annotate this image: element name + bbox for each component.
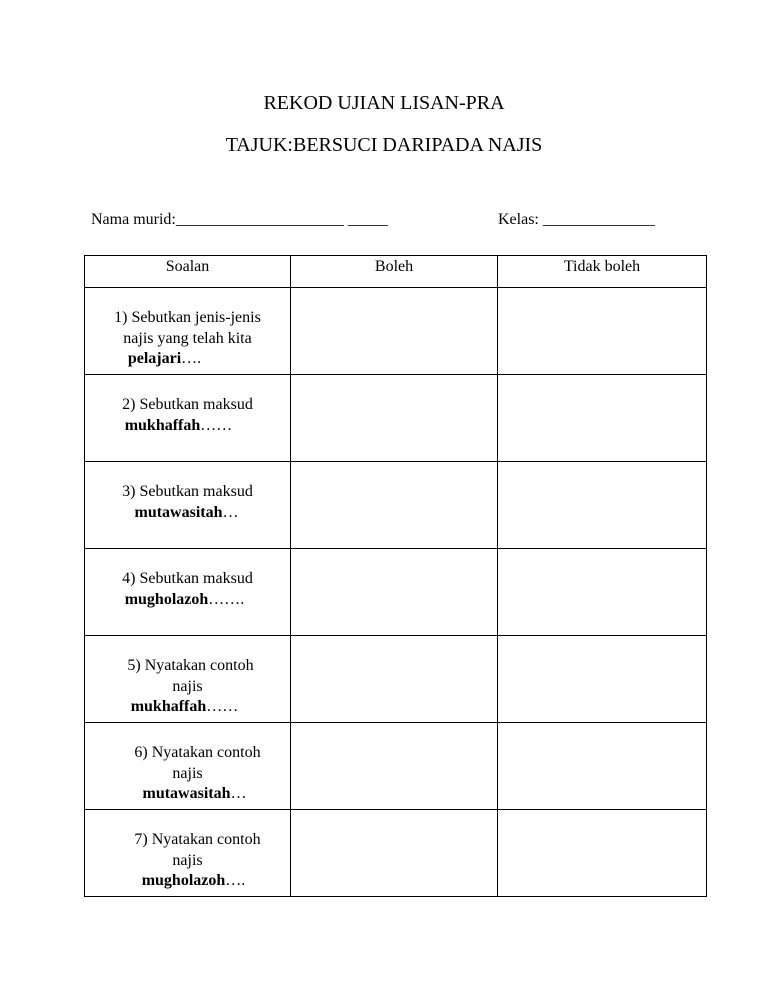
tidak-boleh-cell[interactable]: [498, 636, 707, 723]
table-row: [85, 723, 707, 810]
question-text-line: 4) Sebutkan maksud: [122, 570, 253, 587]
table-header-row: [85, 256, 707, 288]
question-cell: [85, 810, 291, 897]
boleh-cell[interactable]: [291, 549, 498, 636]
question-keyword-line: [62, 349, 267, 370]
assessment-table: [84, 255, 707, 897]
question-ellipsis: …: [230, 785, 247, 802]
table-row: [85, 636, 707, 723]
class-field: [498, 211, 655, 229]
question-ellipsis: ……: [206, 698, 239, 715]
question-keyword-line: [76, 416, 281, 437]
table-row: [85, 810, 707, 897]
question-keyword: mutawasitah: [142, 785, 231, 802]
boleh-cell[interactable]: [291, 810, 498, 897]
question-keyword: mugholazoh: [124, 590, 209, 608]
boleh-cell[interactable]: [291, 723, 498, 810]
question-cell: [85, 549, 291, 636]
document-subtitle: TAJUK:BERSUCI DARIPADA NAJIS: [225, 134, 543, 156]
question-text-line: najis: [172, 851, 203, 869]
question-keyword: mukhaffah: [124, 416, 201, 434]
tidak-boleh-cell[interactable]: [498, 375, 707, 462]
question-cell: [85, 636, 291, 723]
question-keyword: mukhaffah: [130, 698, 207, 715]
column-header-boleh: Boleh: [291, 256, 498, 288]
table-row: [85, 288, 707, 375]
table-row: [85, 375, 707, 462]
question-cell: [85, 375, 291, 462]
class-blank: ______________: [542, 211, 655, 228]
tidak-boleh-cell[interactable]: [498, 549, 707, 636]
question-text-line: najis: [172, 764, 203, 782]
question-keyword-line: [82, 590, 287, 611]
question-ellipsis: ….: [181, 350, 202, 367]
question-ellipsis: …: [222, 503, 239, 521]
question-text-line: 5) Nyatakan contoh: [127, 657, 254, 674]
student-name-field: [91, 211, 388, 229]
question-keyword-line: [91, 871, 296, 892]
question-ellipsis: …….: [208, 590, 245, 608]
tidak-boleh-cell[interactable]: [498, 462, 707, 549]
question-keyword-line: [84, 503, 289, 524]
question-keyword-line: [92, 784, 297, 805]
question-keyword-line: [82, 697, 287, 718]
boleh-cell[interactable]: [291, 462, 498, 549]
question-text-line: 2) Sebutkan maksud: [122, 396, 253, 413]
boleh-cell[interactable]: [291, 636, 498, 723]
question-cell: [85, 462, 291, 549]
boleh-cell[interactable]: [291, 375, 498, 462]
student-name-label: Nama murid:: [91, 211, 176, 228]
question-text-line: 3) Sebutkan maksud: [122, 483, 253, 500]
document-title: REKOD UJIAN LISAN-PRA: [263, 92, 505, 114]
student-name-blank: _____________________ _____: [175, 211, 388, 228]
question-text-line: najis yang telah kita: [123, 329, 252, 347]
column-header-soalan: Soalan: [85, 256, 291, 288]
question-ellipsis: ……: [200, 416, 233, 434]
question-ellipsis: ….: [225, 872, 246, 889]
boleh-cell[interactable]: [291, 288, 498, 375]
question-cell: [85, 288, 291, 375]
question-keyword: mugholazoh: [141, 872, 226, 889]
class-label: Kelas:: [498, 211, 539, 228]
question-cell: [85, 723, 291, 810]
question-text-line: 6) Nyatakan contoh: [134, 744, 261, 761]
question-keyword: pelajari: [127, 350, 182, 367]
tidak-boleh-cell[interactable]: [498, 723, 707, 810]
question-text-line: najis: [172, 677, 203, 695]
tidak-boleh-cell[interactable]: [498, 288, 707, 375]
question-text-line: 7) Nyatakan contoh: [134, 831, 261, 848]
question-text-line: 1) Sebutkan jenis-jenis: [114, 309, 261, 326]
question-keyword: mutawasitah: [134, 503, 223, 521]
column-header-tidak-boleh: Tidak boleh: [498, 256, 707, 288]
table-row: [85, 462, 707, 549]
table-row: [85, 549, 707, 636]
tidak-boleh-cell[interactable]: [498, 810, 707, 897]
